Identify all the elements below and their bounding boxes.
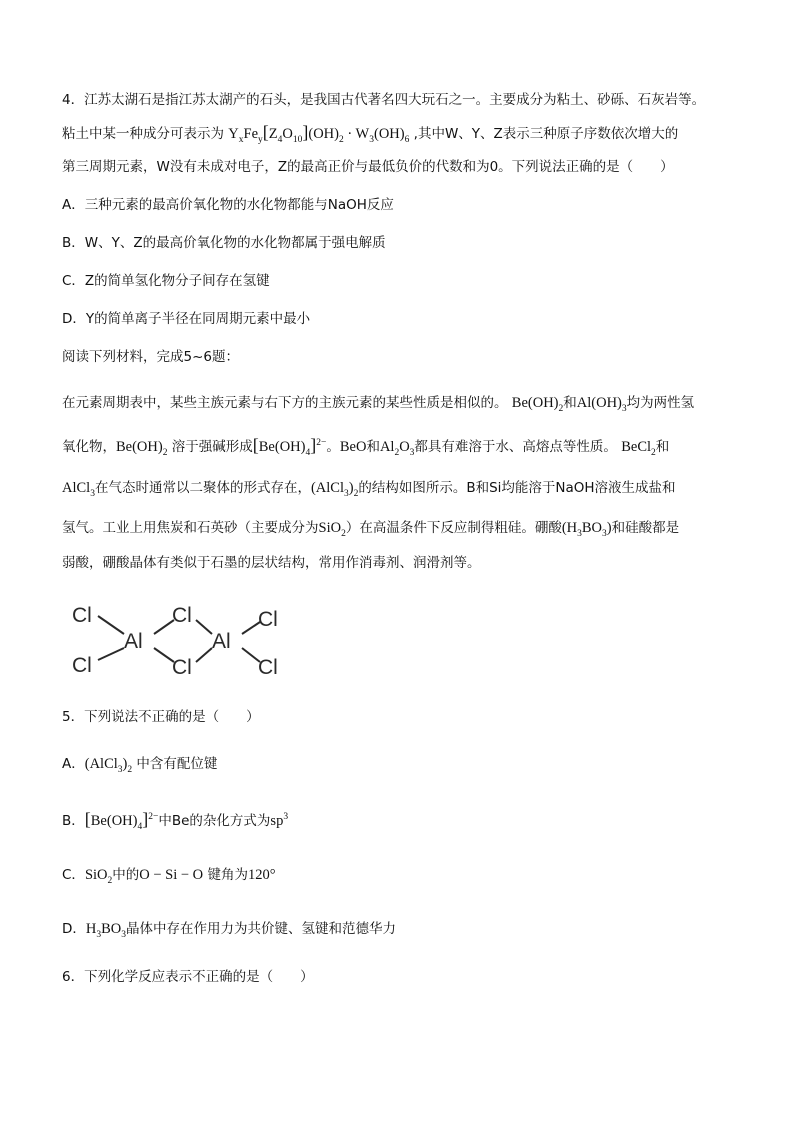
q4-option-c: C．Z的简单氢化物分子间存在氢键 bbox=[62, 273, 270, 289]
q4-stem-text: 粘土中某一种成分可表示为 bbox=[62, 126, 229, 142]
formula-beoh2: $Be(OH)_2$ bbox=[511, 395, 564, 414]
q4-stem-line2 bbox=[62, 124, 678, 144]
bond-line bbox=[98, 616, 124, 634]
formula-aloh3: $Al(OH)_3$ bbox=[576, 395, 627, 414]
q5-option-c: C．SiO$_2$中的O − Si − O 键角为120° bbox=[62, 867, 276, 886]
reading-para-line1: 在元素周期表中，某些主族元素与右下方的主族元素的某些性质是相似的。 $Be(OH)_2$和$Al(OH)_3$均为两性氢 bbox=[62, 395, 695, 414]
q4-option-d: D．Y的简单离子半径在同周期元素中最小 bbox=[62, 311, 311, 327]
reading-para-line5: 弱酸，硼酸晶体有类似于石墨的层状结构，常用作消毒剂、润滑剂等。 bbox=[62, 555, 481, 571]
formula-alcl3-dimer: $(AlCl_3)_2$ bbox=[84, 756, 133, 775]
bond-line bbox=[154, 620, 174, 634]
bond-line bbox=[196, 648, 212, 662]
bond-line bbox=[154, 648, 174, 662]
formula-al2o3: $Al_2O_3$ bbox=[379, 439, 415, 458]
formula-h3bo3: $H_3BO_3$ bbox=[85, 921, 127, 940]
formula-h3bo3: $(H_3BO_3)$ bbox=[561, 520, 612, 539]
formula-beoh4-ion: $[Be(OH)_4]^{2-}$ bbox=[84, 809, 159, 832]
atom-cl: Cl bbox=[172, 656, 192, 679]
q5-option-b: B．$[Be(OH)_4]^{2-}$中Be的杂化方式为$sp^3$ bbox=[62, 809, 289, 832]
formula-o-si-o: O − Si − O bbox=[139, 867, 204, 883]
q5-option-d: D．$H_3BO_3$晶体中存在作用力为共价键、氢键和范德华力 bbox=[62, 921, 397, 940]
formula-becl2: BeCl$_2$ bbox=[621, 439, 656, 458]
q4-option-b: B．W、Y、Z的最高价氧化物的水化物都属于强电解质 bbox=[62, 235, 386, 251]
atom-al: Al bbox=[212, 630, 231, 653]
atom-al: Al bbox=[124, 630, 143, 653]
formula-sp3: $sp^3$ bbox=[270, 812, 289, 829]
formula-sio2: SiO$_2$ bbox=[318, 520, 346, 539]
q6-stem: 6．下列化学反应表示不正确的是（ ） bbox=[62, 969, 314, 985]
alcl3-dimer-structure-diagram bbox=[62, 590, 302, 685]
q5-stem: 5．下列说法不正确的是（ ） bbox=[62, 709, 260, 725]
q5-option-a: A．$(AlCl_3)_2$ 中含有配位键 bbox=[62, 756, 218, 775]
q4-stem-line3: 第三周期元素，W没有未成对电子，Z的最高正价与最低负价的代数和为0。下列说法正确的是（ ） bbox=[62, 159, 674, 175]
atom-cl: Cl bbox=[258, 608, 278, 631]
angle-value: 120° bbox=[247, 867, 276, 883]
formula-alcl3: AlCl$_3$ bbox=[62, 480, 95, 499]
atom-cl: Cl bbox=[172, 604, 192, 627]
atom-cl: Cl bbox=[72, 604, 92, 627]
bond-line bbox=[98, 648, 124, 660]
formula-alcl3-dimer: $(AlCl_3)_2$ bbox=[310, 480, 359, 499]
atom-cl: Cl bbox=[72, 654, 92, 677]
q4-stem-line1: 4．江苏太湖石是指江苏太湖产的石头，是我国古代著名四大玩石之一。主要成分为粘土、砂砾、石灰岩等。 bbox=[62, 92, 706, 108]
reading-para-line4: 氢气。工业上用焦炭和石英砂（主要成分为SiO$_2$）在高温条件下反应制得粗硅。硼酸$(H_3BO_3)$和硅酸都是 bbox=[62, 520, 680, 539]
atom-cl: Cl bbox=[258, 656, 278, 679]
reading-intro: 阅读下列材料，完成5~6题： bbox=[62, 349, 239, 365]
formula-beoh4-ion: $[Be(OH)_4]^{2-}$ bbox=[252, 435, 327, 458]
formula-sio2: SiO$_2$ bbox=[84, 867, 113, 886]
formula-beo: BeO bbox=[339, 439, 367, 455]
q4-stem-text: ,其中W、Y、Z表示三种原子序数依次增大的 bbox=[409, 126, 679, 142]
formula-beoh2: $Be(OH)_2$ bbox=[116, 439, 168, 458]
q4-option-a: A．三种元素的最高价氧化物的水化物都能与NaOH反应 bbox=[62, 197, 394, 213]
clay-formula: $Y_xFe_y[Z_4O_{10}](OH)_2 \cdot W_3(OH)_6$ bbox=[228, 122, 410, 145]
reading-para-line3: AlCl$_3$在气态时通常以二聚体的形式存在，$(AlCl_3)_2$的结构如图所示。B和Si均能溶于NaOH溶液生成盐和 bbox=[62, 480, 676, 499]
bond-line bbox=[196, 620, 212, 634]
reading-para-line2: 氧化物，$Be(OH)_2$ 溶于强碱形成$[Be(OH)_4]^{2-}$。BeO和$Al_2O_3$都具有难溶于水、高熔点等性质。 BeCl$_2$和 bbox=[62, 435, 670, 458]
